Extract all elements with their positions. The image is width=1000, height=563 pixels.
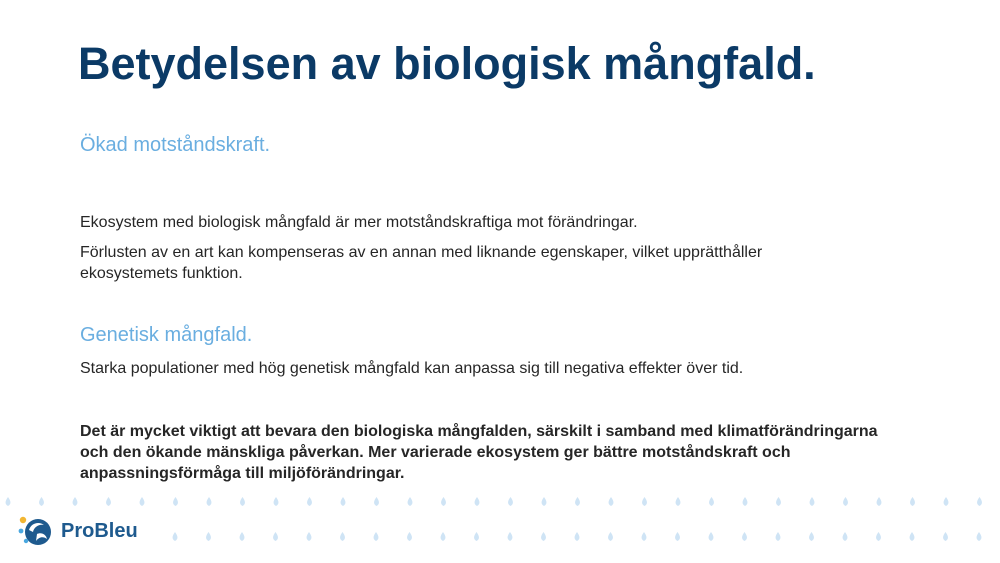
- water-drop-icon: [642, 532, 647, 541]
- probleu-logo-icon: [17, 514, 55, 548]
- resilience-paragraph-1: Ekosystem med biologisk mångfald är mer motståndskraftiga mot förändringar.: [80, 214, 638, 231]
- water-drop-icon: [709, 532, 714, 541]
- water-drop-icon: [910, 497, 915, 506]
- water-drop-icon: [240, 532, 245, 541]
- water-drop-icon: [39, 497, 44, 506]
- logo-text: ProBleu: [61, 519, 138, 542]
- water-drop-icon: [877, 497, 882, 506]
- water-drop-icon: [206, 532, 211, 541]
- water-drop-icon: [944, 497, 949, 506]
- water-drop-icon: [307, 532, 312, 541]
- water-drop-icon: [341, 497, 346, 506]
- water-drop-pattern: [0, 490, 1000, 563]
- water-drop-icon: [977, 532, 982, 541]
- water-drop-icon: [274, 497, 279, 506]
- water-drop-icon: [810, 497, 815, 506]
- water-drop-icon: [943, 532, 948, 541]
- water-drop-icon: [541, 532, 546, 541]
- water-drop-icon: [743, 497, 748, 506]
- water-drop-icon: [709, 497, 714, 506]
- water-drop-icon: [575, 497, 580, 506]
- conclusion-paragraph: Det är mycket viktigt att bevara den biologiska mångfalden, särskilt i samband med klimatförändringarna och den ökande mänskliga påverkan. Mer varierade ekosystem ger bättre motståndskraft och anpassningsförmåga till miljöförändringar.: [80, 423, 878, 482]
- water-drop-icon: [809, 532, 814, 541]
- water-drop-icon: [240, 497, 245, 506]
- water-drop-icon: [407, 532, 412, 541]
- water-drop-icon: [876, 532, 881, 541]
- water-drop-icon: [575, 532, 580, 541]
- water-drop-icon: [307, 497, 312, 506]
- section-heading-genetic: Genetisk mångfald.: [80, 324, 253, 346]
- water-drop-icon: [910, 532, 915, 541]
- water-drop-icon: [106, 497, 111, 506]
- water-drop-icon: [843, 497, 848, 506]
- resilience-paragraph-2: Förlusten av en art kan kompenseras av en annan med liknande egenskaper, vilket upprätthåller ekosystemets funktion.: [80, 244, 763, 282]
- water-drop-icon: [374, 532, 379, 541]
- section-heading-resilience: Ökad motståndskraft.: [80, 134, 271, 156]
- genetic-paragraph: Starka populationer med hög genetisk mångfald kan anpassa sig till negativa effekter över tid.: [80, 360, 744, 377]
- water-drop-icon: [475, 497, 480, 506]
- water-drop-icon: [508, 532, 513, 541]
- water-drop-icon: [977, 497, 982, 506]
- water-drop-icon: [173, 497, 178, 506]
- water-drop-icon: [542, 497, 547, 506]
- slide-title: Betydelsen av biologisk mångfald.: [78, 38, 816, 89]
- water-drop-icon: [474, 532, 479, 541]
- water-drop-icon: [843, 532, 848, 541]
- water-drop-icon: [675, 532, 680, 541]
- probleu-logo: [17, 514, 138, 548]
- water-drop-icon: [441, 497, 446, 506]
- water-drop-icon: [73, 497, 78, 506]
- water-drop-icon: [173, 532, 178, 541]
- water-drop-icon: [273, 532, 278, 541]
- water-drop-icon: [140, 497, 145, 506]
- water-drop-icon: [642, 497, 647, 506]
- water-drop-icon: [608, 532, 613, 541]
- water-drop-icon: [508, 497, 513, 506]
- water-drop-icon: [742, 532, 747, 541]
- water-drop-icon: [207, 497, 212, 506]
- water-drop-icon: [676, 497, 681, 506]
- water-drop-icon: [609, 497, 614, 506]
- water-drop-icon: [340, 532, 345, 541]
- water-drop-icon: [776, 532, 781, 541]
- water-drop-icon: [408, 497, 413, 506]
- water-drop-icon: [776, 497, 781, 506]
- water-drop-icon: [441, 532, 446, 541]
- water-drop-icon: [6, 497, 11, 506]
- water-drop-icon: [374, 497, 379, 506]
